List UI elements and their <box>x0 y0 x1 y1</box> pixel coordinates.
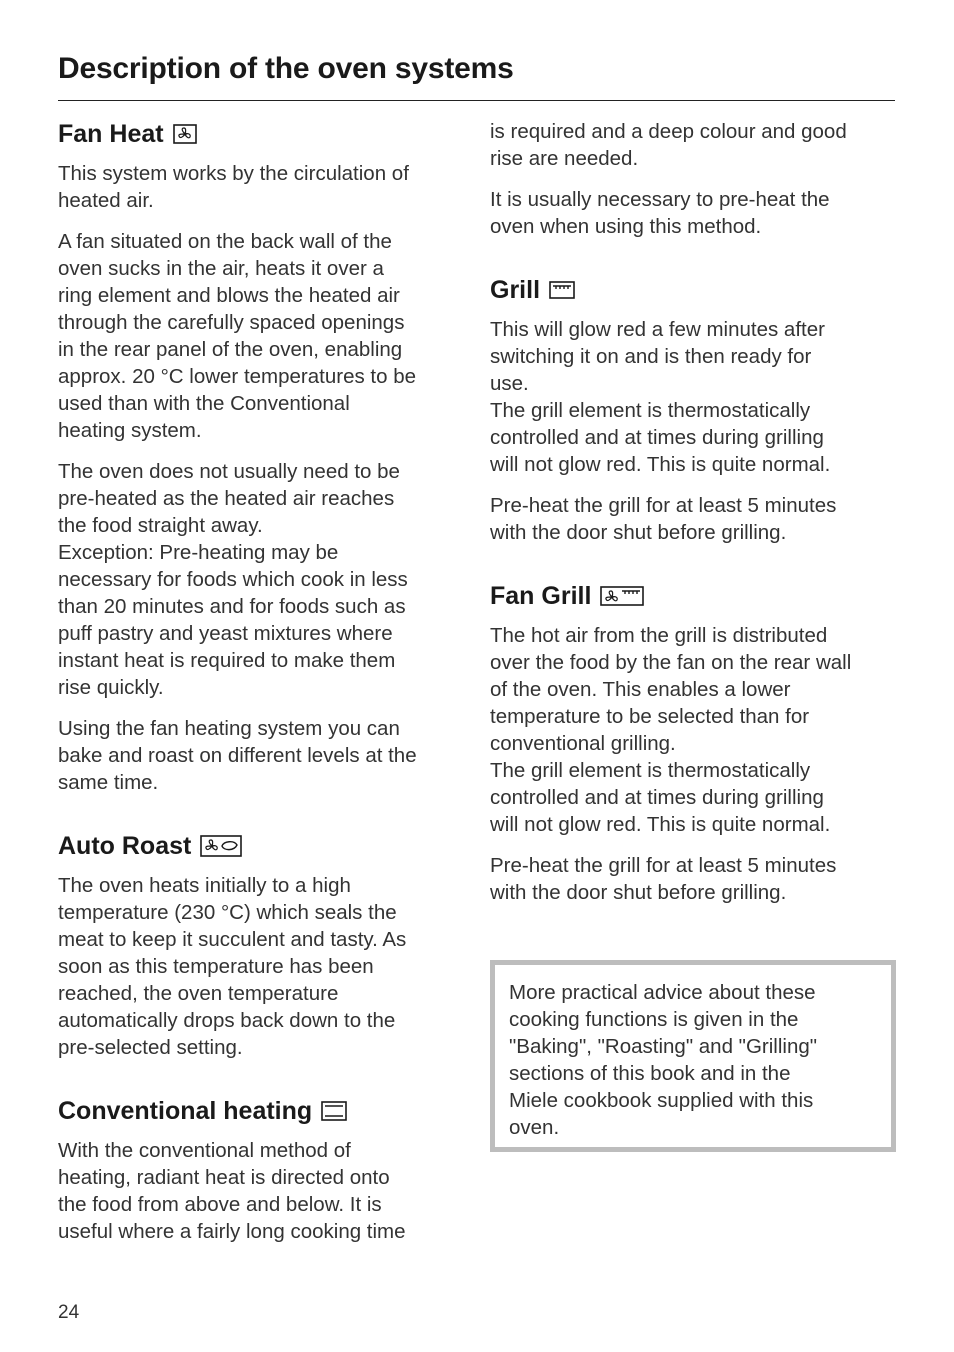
section-grill <box>490 274 894 546</box>
conventional-heating-paragraph: It is usually necessary to pre-heat the oven when using this method. <box>490 188 830 238</box>
section-fan-heat <box>58 118 462 796</box>
fan-heat-heading-text: Fan Heat <box>58 120 164 148</box>
fan-grill-icon <box>600 586 644 606</box>
fan-heat-heading <box>58 118 462 150</box>
page-title: Description of the oven systems <box>58 52 514 85</box>
section-conventional-heating-continued <box>490 118 894 240</box>
conventional-heating-paragraph: is required and a deep colour and good rise are needed. <box>490 120 847 170</box>
section-conventional-heating <box>58 1095 462 1245</box>
conventional-heating-icon <box>321 1101 347 1121</box>
auto-roast-paragraph: The oven heats initially to a high temperature (230 °C) which seals the meat to keep it succulent and tasty. As soon as this temperature has been reached, the oven temperature automatically drops back down to the pre-selected setting. <box>58 874 407 1059</box>
fan-grill-heading-text: Fan Grill <box>490 582 592 610</box>
auto-roast-heading-text: Auto Roast <box>58 832 192 860</box>
fan-heat-icon <box>173 124 197 144</box>
fan-heat-paragraph: A fan situated on the back wall of the oven sucks in the air, heats it over a ring element and blows the heated air through the carefully spaced openings in the rear panel of the oven, enabling approx. 20 °C lower temperatures to be used than with the Conventional heating system. <box>58 230 417 442</box>
fan-heat-paragraph: Using the fan heating system you can bake and roast on different levels at the same time. <box>58 717 417 794</box>
title-divider <box>58 100 895 101</box>
note-box <box>490 960 896 1152</box>
conventional-heating-heading-text: Conventional heating <box>58 1097 313 1125</box>
left-column <box>58 118 462 1245</box>
section-auto-roast <box>58 830 462 1061</box>
auto-roast-heading <box>58 830 462 862</box>
grill-icon <box>549 281 575 299</box>
grill-heading <box>490 274 894 306</box>
conventional-heating-heading <box>58 1095 462 1127</box>
grill-paragraph: This will glow red a few minutes after switching it on and is then ready for use. The grill element is thermostatically controlled and at times during grilling will not glow red. This is quite normal. <box>490 318 831 476</box>
note-text: More practical advice about these cooking functions is given in the "Baking", "Roasting" and "Grilling" sections of this book and in the Miele cookbook supplied with this oven. <box>509 981 818 1139</box>
fan-heat-paragraph: This system works by the circulation of heated air. <box>58 162 409 212</box>
fan-grill-paragraph: Pre-heat the grill for at least 5 minutes with the door shut before grilling. <box>490 854 837 904</box>
fan-heat-paragraph: The oven does not usually need to be pre-heated as the heated air reaches the food straight away. Exception: Pre-heating may be necessary for foods which cook in less than 20 minutes and for foods such as puff pastry and yeast mixtures where instant heat is required to make them rise quickly. <box>58 460 408 699</box>
page-number: 24 <box>58 1302 80 1323</box>
right-column <box>490 118 894 906</box>
auto-roast-icon <box>200 835 242 857</box>
grill-paragraph: Pre-heat the grill for at least 5 minutes with the door shut before grilling. <box>490 494 837 544</box>
fan-grill-paragraph: The hot air from the grill is distributed over the food by the fan on the rear wall of the oven. This enables a lower temperature to be selected than for conventional grilling. The grill element is thermostatically controlled and at times during grilling will not glow red. This is quite normal. <box>490 624 852 836</box>
grill-heading-text: Grill <box>490 276 541 304</box>
section-fan-grill <box>490 580 894 906</box>
conventional-heating-paragraph: With the conventional method of heating, radiant heat is directed onto the food from above and below. It is useful where a fairly long cooking time <box>58 1139 406 1243</box>
fan-grill-heading <box>490 580 894 612</box>
